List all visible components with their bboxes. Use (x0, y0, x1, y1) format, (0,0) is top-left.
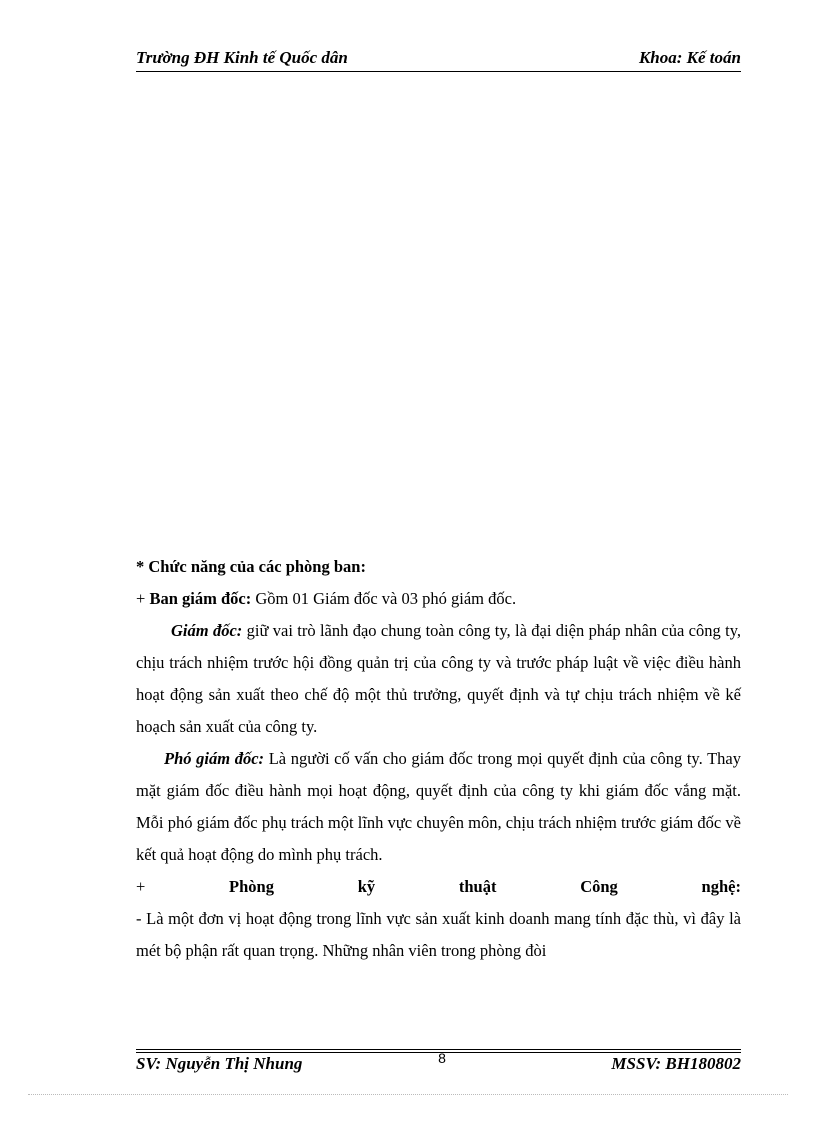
page-bottom-border (28, 1094, 788, 1095)
document-body (136, 551, 741, 967)
footer-student-id: MSSV: BH180802 (611, 1054, 741, 1073)
header-rule (136, 71, 741, 72)
page-number: 8 (438, 1050, 446, 1066)
ban-giam-doc-paragraph: + Ban giám đốc: Gồm 01 Giám đốc và 03 phó giám đốc. (136, 589, 517, 608)
pho-giam-doc-label: Phó giám đốc: (164, 749, 265, 768)
giam-doc-label: Giám đốc: (171, 621, 243, 640)
header-faculty: Khoa: Kế toán (638, 48, 741, 67)
ban-giam-doc-label: Ban giám đốc: (149, 589, 252, 608)
giam-doc-paragraph: Giám đốc: giữ vai trò lãnh đạo chung toàn công ty, là đại diện pháp nhân của công ty, chịu trách nhiệm trước hội đồng quản trị của công ty và trước pháp luật về việc điều hành hoạt động sản xuất theo chế độ một thủ trưởng, quyết định và tự chịu trách nhiệm về kế hoạch sản xuất của công ty. (136, 621, 741, 736)
technical-dept-heading: + Phòng kỹ thuật Công nghệ: (136, 877, 741, 896)
page-header (136, 48, 741, 70)
footer-student: SV: Nguyễn Thị Nhung (136, 1054, 303, 1073)
section-heading: * Chức năng của các phòng ban: (136, 557, 366, 576)
technical-dept-paragraph: - Là một đơn vị hoạt động trong lĩnh vực sản xuất kinh doanh mang tính đặc thù, vì đây là mét bộ phận rất quan trọng. Những nhân viên trong phòng đòi (136, 909, 741, 960)
header-university: Trường ĐH Kinh tế Quốc dân (136, 48, 348, 67)
pho-giam-doc-paragraph: Phó giám đốc: Là người cố vấn cho giám đốc trong mọi quyết định của công ty. Thay mặt giám đốc điều hành mọi hoạt động, quyết định của công ty khi giám đốc vắng mặt. Mỗi phó giám đốc phụ trách một lĩnh vực chuyên môn, chịu trách nhiệm trước giám đốc về kết quả hoạt động do mình phụ trách. (136, 749, 741, 864)
